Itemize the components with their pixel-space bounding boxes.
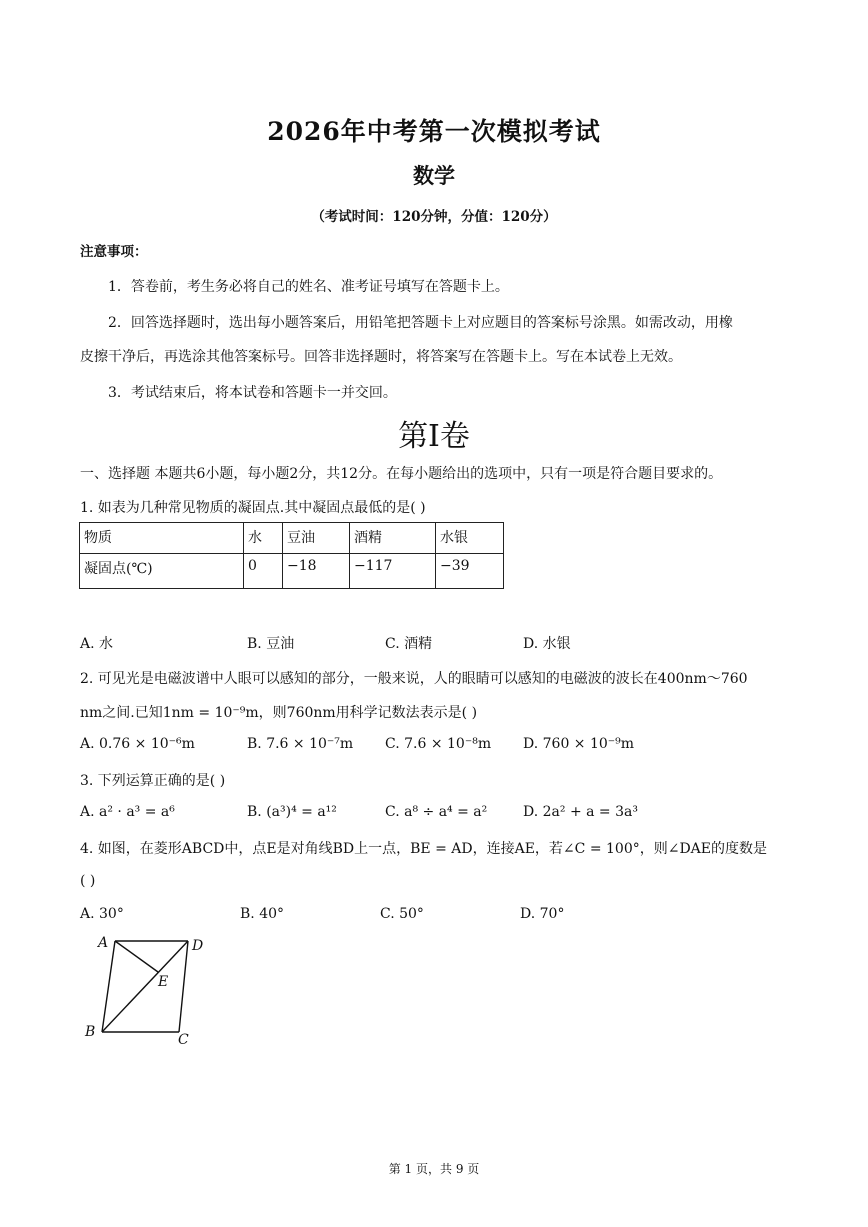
diagonal-bd	[102, 941, 188, 1032]
q1-option-d: D. 水银	[523, 636, 571, 652]
section-title: 第I卷	[398, 419, 470, 454]
q4-stem-line-2: ( )	[80, 873, 96, 889]
table-cell: 物质	[80, 523, 244, 554]
page-footer: 第 1 页，共 9 页	[388, 1162, 480, 1176]
q2-stem-line-2: nm之间.已知1nm = 10⁻⁹m，则760nm用科学记数法表示是( )	[80, 705, 478, 721]
q3-stem: 3. 下列运算正确的是( )	[80, 773, 226, 789]
q1-option-c: C. 酒精	[385, 636, 433, 652]
notice-item-2-line-2: 皮擦干净后，再选涂其他答案标号。回答非选择题时，将答案写在答题卡上。写在本试卷上无效。	[80, 349, 682, 365]
q4-option-d: D. 70°	[520, 906, 565, 922]
q3-option-c: C. a⁸ ÷ a⁴ = a²	[385, 804, 488, 820]
side-dc	[179, 941, 188, 1032]
time-note: （考试时间：120分钟，分值：120分）	[311, 209, 557, 225]
table-cell: 0	[244, 554, 283, 589]
label-b: B	[85, 1024, 96, 1040]
side-ba	[102, 941, 115, 1032]
table-cell: 豆油	[283, 523, 350, 554]
table-cell: 酒精	[350, 523, 436, 554]
q4-stem-line-1: 4. 如图，在菱形ABCD中，点E是对角线BD上一点，BE = AD，连接AE，若∠C = 100°，则∠DAE的度数是	[80, 841, 768, 857]
subject-title: 数学	[413, 163, 455, 188]
label-a: A	[98, 935, 109, 951]
label-c: C	[178, 1032, 189, 1048]
exam-title: 2026年中考第一次模拟考试	[267, 117, 601, 146]
q3-option-a: A. a² · a³ = a⁶	[80, 804, 175, 820]
q2-option-b: B. 7.6 × 10⁻⁷m	[247, 736, 354, 752]
label-d: D	[192, 938, 204, 954]
q2-option-c: C. 7.6 × 10⁻⁸m	[385, 736, 492, 752]
q3-option-b: B. (a³)⁴ = a¹²	[247, 804, 337, 820]
q1-table	[79, 522, 504, 589]
table-cell: 水银	[436, 523, 504, 554]
notice-item-1: 1．答卷前，考生务必将自己的姓名、准考证号填写在答题卡上。	[108, 279, 509, 295]
notice-heading: 注意事项：	[80, 244, 148, 260]
table-cell: −117	[350, 554, 436, 589]
table-cell: −39	[436, 554, 504, 589]
q4-option-b: B. 40°	[240, 906, 285, 922]
rhombus-figure	[78, 930, 218, 1048]
notice-item-2-line-1: 2．回答选择题时，选出每小题答案后，用铅笔把答题卡上对应题目的答案标号涂黑。如需改动，用橡	[108, 315, 733, 331]
section-intro: 一、选择题 本题共6小题，每小题2分，共12分。在每小题给出的选项中，只有一项是符合题目要求的。	[80, 466, 723, 482]
segment-ae	[115, 941, 158, 972]
q2-option-a: A. 0.76 × 10⁻⁶m	[80, 736, 195, 752]
q2-stem-line-1: 2. 可见光是电磁波谱中人眼可以感知的部分，一般来说，人的眼睛可以感知的电磁波的波长在400nm～760	[80, 671, 748, 687]
q4-option-a: A. 30°	[80, 906, 124, 922]
notice-item-3: 3．考试结束后，将本试卷和答题卡一并交回。	[108, 385, 397, 401]
q2-option-d: D. 760 × 10⁻⁹m	[523, 736, 635, 752]
q1-stem: 1. 如表为几种常见物质的凝固点.其中凝固点最低的是( )	[80, 500, 426, 516]
q3-option-d: D. 2a² + a = 3a³	[523, 804, 638, 820]
q1-option-b: B. 豆油	[247, 636, 295, 652]
label-e: E	[158, 974, 169, 990]
table-cell: 水	[244, 523, 283, 554]
table-row	[80, 523, 504, 554]
table-cell: 凝固点(℃)	[80, 554, 244, 589]
table-cell: −18	[283, 554, 350, 589]
q1-option-a: A. 水	[80, 636, 114, 652]
q4-option-c: C. 50°	[380, 906, 424, 922]
table-row	[80, 554, 504, 589]
